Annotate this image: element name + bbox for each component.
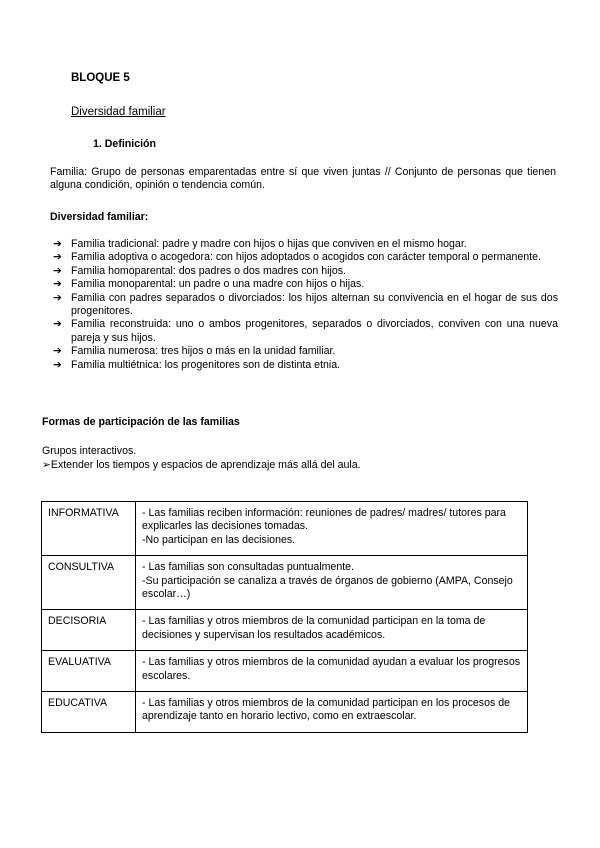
arrow-right-icon: ➔ xyxy=(53,318,62,331)
arrow-right-icon: ➔ xyxy=(53,345,62,358)
table-row xyxy=(42,692,528,733)
list-item xyxy=(50,359,558,372)
description-line: - Las familias y otros miembros de la comunidad ayudan a evaluar los progresos escolares. xyxy=(142,656,521,682)
description-line: -No participan en las decisiones. xyxy=(142,533,296,546)
description-line: -Su participación se canaliza a través de órganos de gobierno (AMPA, Consejo escolar…) xyxy=(142,574,513,601)
description-line: - Las familias son consultadas puntualmente. xyxy=(142,561,354,574)
extend-line: ➢Extender los tiempos y espacios de aprendizaje más allá del aula. xyxy=(42,459,361,471)
table-cell-type: DECISORIA xyxy=(42,610,136,651)
table-row xyxy=(42,502,528,556)
arrow-right-icon: ➔ xyxy=(53,358,62,371)
list-item-text: Familia numerosa: tres hijos o más en la unidad familiar. xyxy=(71,345,336,358)
list-item xyxy=(50,278,558,291)
table-cell-type: CONSULTIVA xyxy=(42,556,136,610)
list-item xyxy=(50,265,558,278)
family-types-list xyxy=(50,238,558,372)
description-line: - Las familias reciben información: reuniones de padres/ madres/ tutores para explicarles las decisiones tomadas. xyxy=(142,507,506,533)
list-item xyxy=(50,292,558,319)
description-line: - Las familias y otros miembros de la comunidad participan en la toma de decisiones y supervisan los resultados académicos. xyxy=(142,615,486,641)
list-item-text: Familia homoparental: dos padres o dos madres con hijos. xyxy=(71,264,346,277)
arrow-right-icon: ➔ xyxy=(53,251,62,264)
participation-table xyxy=(41,501,528,733)
arrow-right-icon: ➔ xyxy=(53,278,62,291)
groups-line: Grupos interactivos. xyxy=(42,445,137,457)
list-item xyxy=(50,318,558,345)
list-item-text: Familia monoparental: un padre o una madre con hijos o hijas. xyxy=(71,278,365,291)
table-row xyxy=(42,610,528,651)
table-cell-type: EVALUATIVA xyxy=(42,651,136,692)
list-item xyxy=(50,251,558,264)
section-subtitle: Diversidad familiar xyxy=(71,106,166,118)
definition-paragraph: Familia: Grupo de personas emparentadas entre sí que viven juntas // Conjunto de personas que tienen alguna condición, opinión o tendencia común. xyxy=(50,166,556,192)
arrow-right-icon: ➔ xyxy=(53,264,62,277)
list-item xyxy=(50,345,558,358)
diversity-heading: Diversidad familiar: xyxy=(50,211,149,223)
list-item-text: Familia multiétnica: los progenitores son de distinta etnia. xyxy=(71,358,341,371)
table-cell-type: INFORMATIVA xyxy=(42,502,136,556)
participation-heading: Formas de participación de las familias xyxy=(42,416,240,428)
page-title: BLOQUE 5 xyxy=(71,72,130,84)
list-item xyxy=(50,238,558,251)
arrow-right-icon: ➔ xyxy=(53,238,62,250)
list-item-text: Familia adoptiva o acogedora: con hijos adoptados o acogidos con carácter temporal o permanente. xyxy=(71,251,541,264)
arrow-right-icon: ➔ xyxy=(53,291,62,304)
table-cell-description xyxy=(136,651,528,692)
list-item-text: Familia con padres separados o divorciados: los hijos alternan su convivencia en el hogar de sus dos progenitores. xyxy=(71,291,558,318)
list-item-text: Familia reconstruida: uno o ambos progenitores, separados o divorciados, conviven con una nueva pareja y sus hijos. xyxy=(71,318,558,344)
list-item-text: Familia tradicional: padre y madre con hijos o hijas que conviven en el mismo hogar. xyxy=(71,238,467,250)
definition-heading: 1. Definición xyxy=(93,138,156,150)
table-cell-description xyxy=(136,692,528,733)
table-cell-type: EDUCATIVA xyxy=(42,692,136,733)
table-row xyxy=(42,556,528,610)
table-cell-description xyxy=(136,610,528,651)
table-cell-description xyxy=(136,502,528,556)
table-cell-description xyxy=(136,556,528,610)
description-line: - Las familias y otros miembros de la comunidad participan en los procesos de aprendizaje tanto en horario lectivo, como en extraescolar. xyxy=(142,697,511,723)
table-row xyxy=(42,651,528,692)
